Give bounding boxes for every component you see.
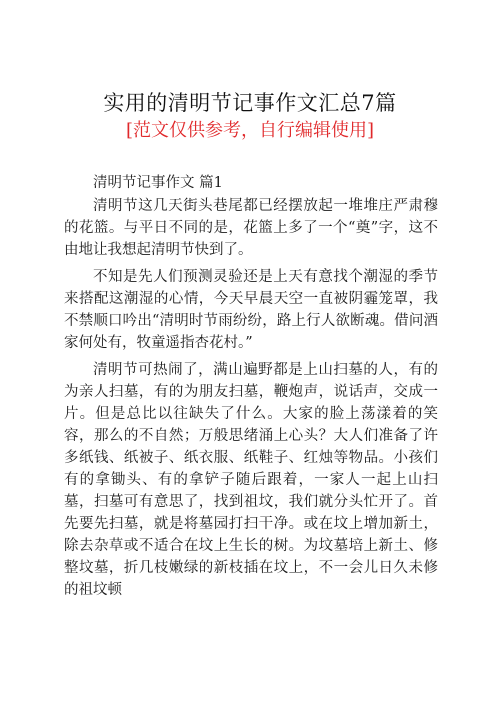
document-subtitle: [范文仅供参考，自行编辑使用] bbox=[125, 120, 375, 141]
document-body bbox=[64, 195, 438, 606]
paragraph-2: 不知是先人们预测灵验还是上天有意找个潮湿的季节来搭配这潮湿的心情，今天早晨天空一直被阴霾笼罩，我不禁顺口吟出“清明时节雨纷纷，路上行人欲断魂。借问酒家何处有，牧童遥指杏花村。” bbox=[64, 269, 438, 351]
paragraph-3: 清明节可热闹了，满山遍野都是上山扫墓的人，有的为亲人扫墓，有的为朋友扫墓，鞭炮声，说话声，交成一片。但是总比以往缺失了什么。大家的脸上荡漾着的笑容，那么的不自然；万般思绪涌上心头？大人们准备了许多纸钱、纸被子、纸衣服、纸鞋子、红烛等物品。小孩们有的拿锄头、有的拿铲子随后跟着，一家人一起上山扫墓，扫墓可有意思了，找到祖坟，我们就分头忙开了。首先要先扫墓，就是将墓园打扫干净。或在坟上增加新土，除去杂草或不适合在坟上生长的树。为坟墓培上新土、修整坟墓，折几枝嫩绿的新枝插在坟上，不一会儿日久未修的祖坟顿 bbox=[64, 362, 438, 598]
section-heading: 清明节记事作文 篇1 bbox=[93, 175, 223, 191]
document-title: 实用的清明节记事作文汇总7篇 bbox=[103, 91, 397, 115]
paragraph-1: 清明节这几天街头巷尾都已经摆放起一堆堆庄严肃穆的花篮。与平日不同的是，花篮上多了一个“奠”字，这不由地让我想起清明节快到了。 bbox=[64, 198, 438, 258]
